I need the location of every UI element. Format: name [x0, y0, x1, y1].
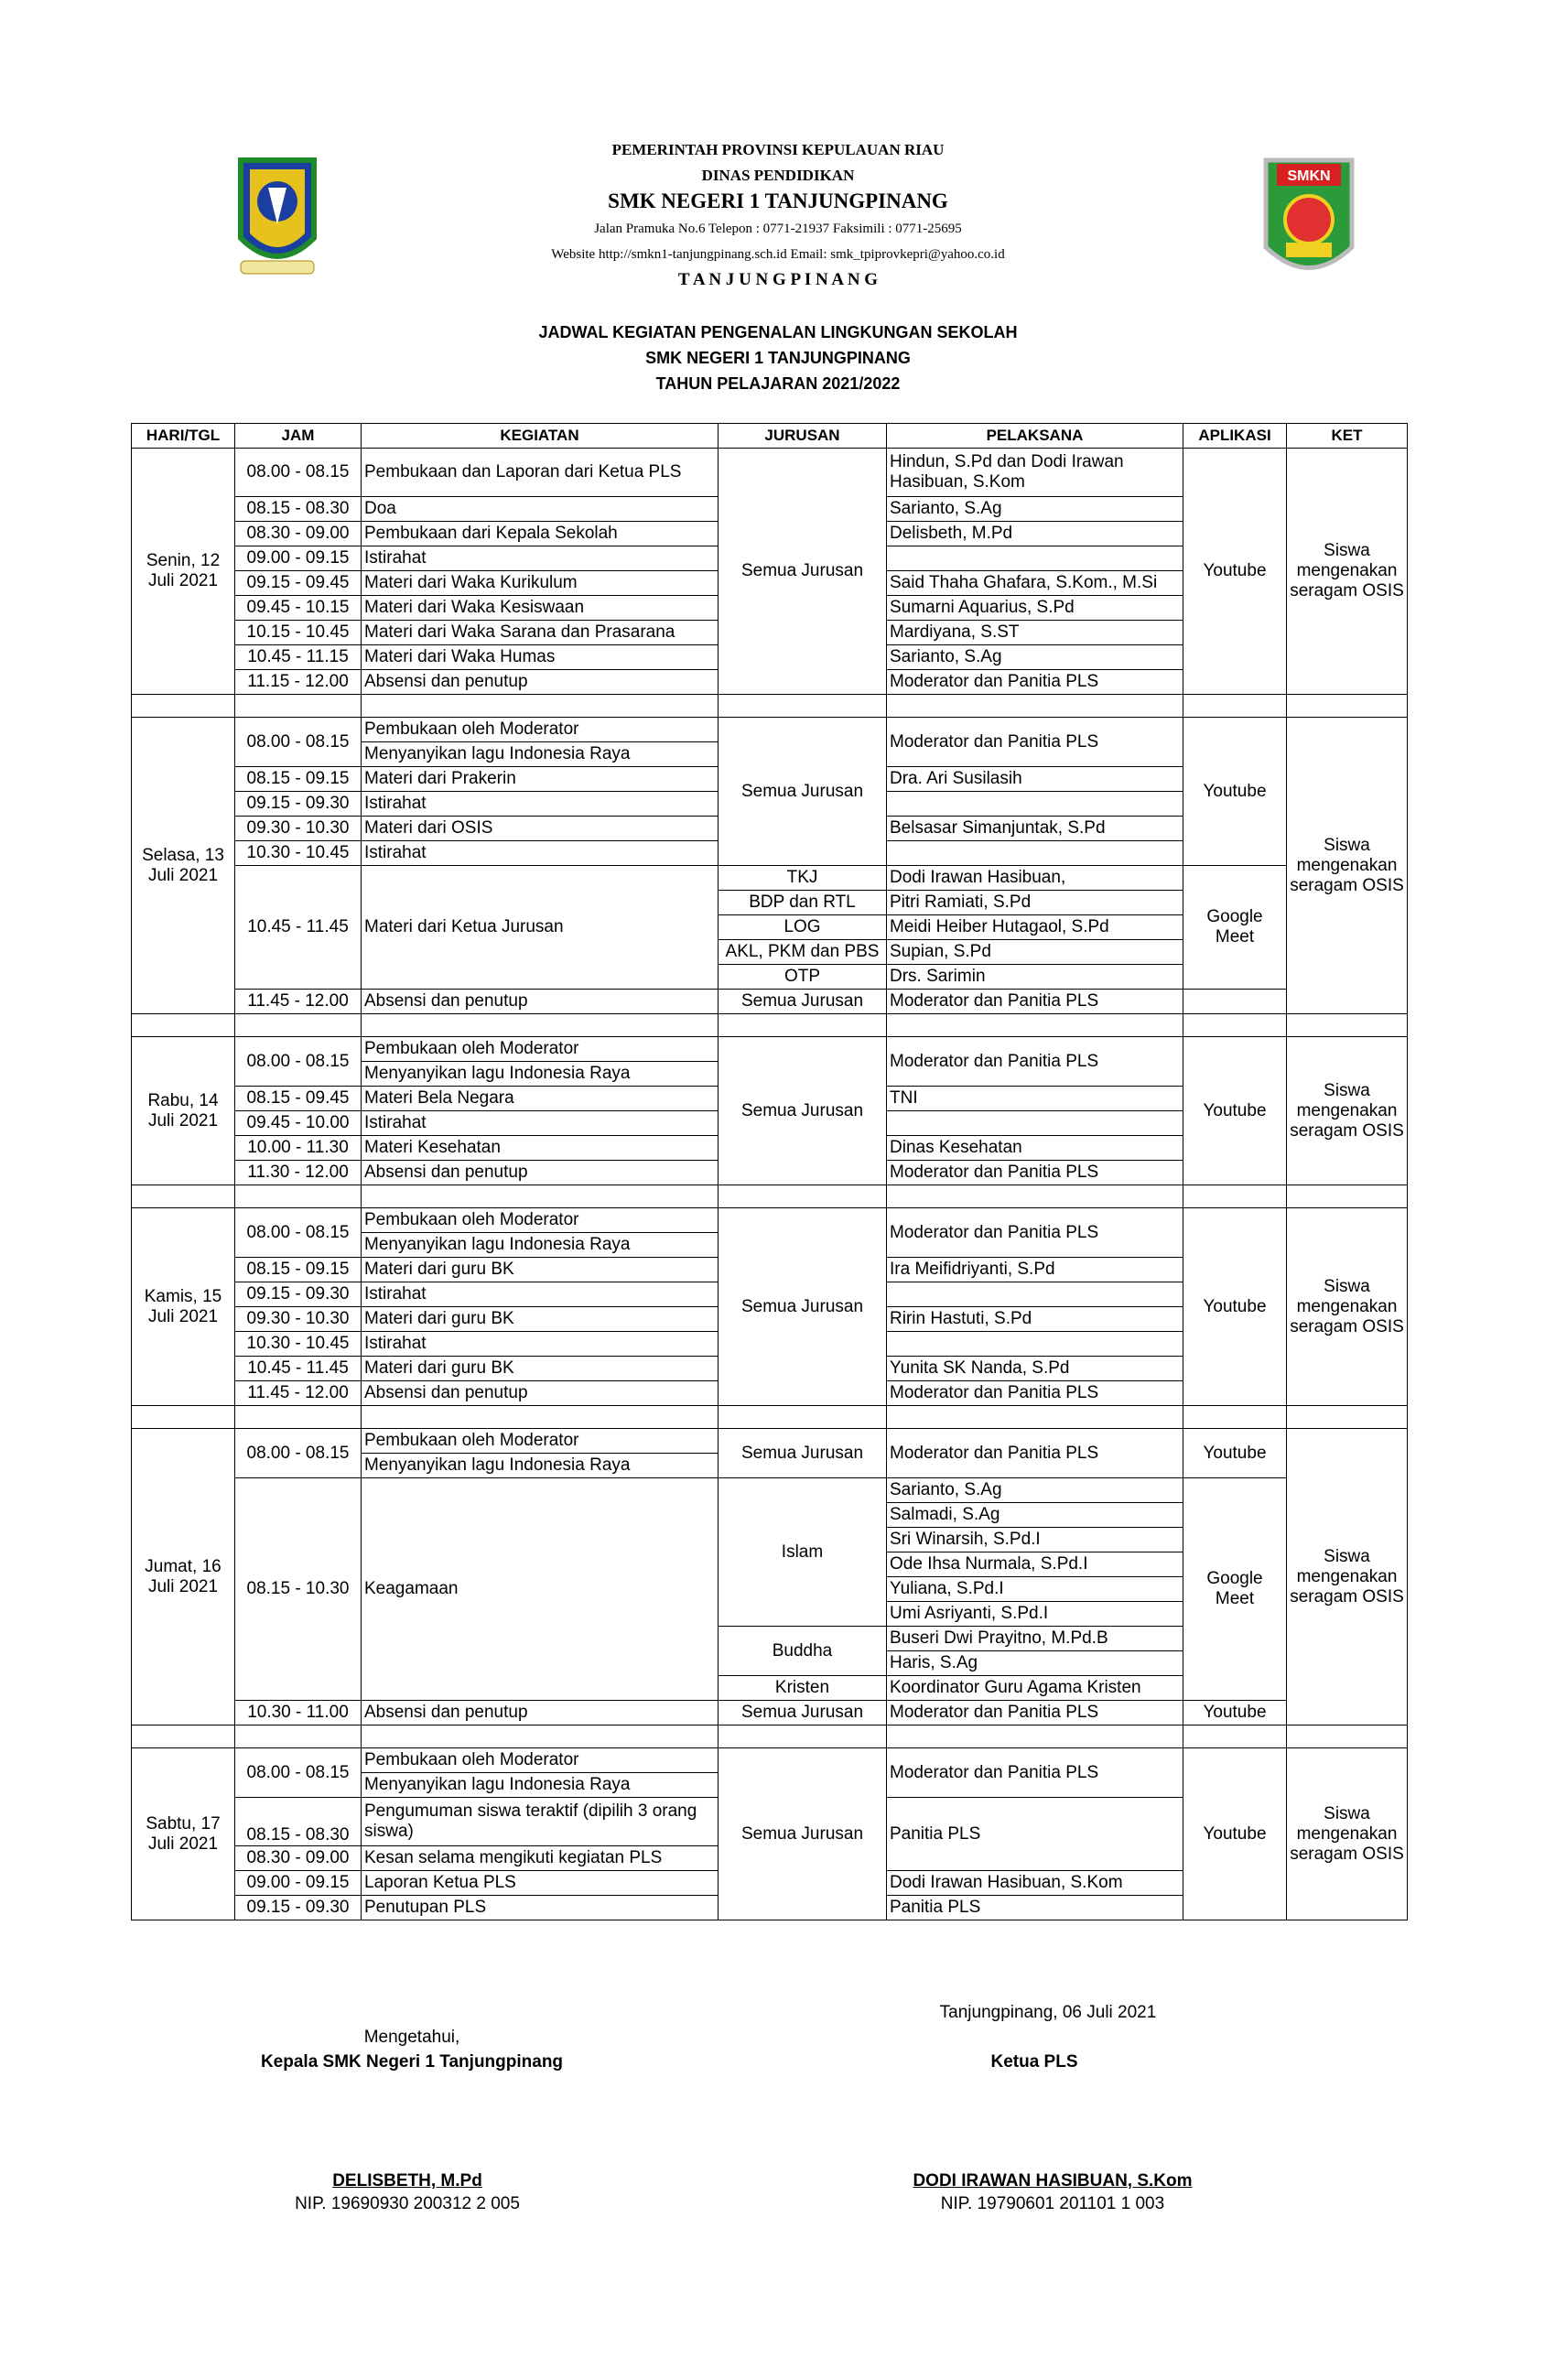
- time-cell: 09.30 - 10.30: [235, 817, 362, 841]
- pelaksana-cell: [887, 1332, 1183, 1357]
- activity-cell: Pembukaan oleh Moderator: [362, 1748, 719, 1773]
- jurusan-cell: Semua Jurusan: [719, 1037, 887, 1185]
- time-cell: 09.45 - 10.15: [235, 596, 362, 621]
- pelaksana-cell: Dodi Irawan Hasibuan,: [887, 866, 1183, 891]
- time-cell: 10.45 - 11.45: [235, 866, 362, 990]
- ket-cell: Siswa mengenakan seragam OSIS: [1287, 449, 1408, 695]
- spacer-row: [132, 695, 1408, 718]
- pelaksana-cell: Hindun, S.Pd dan Dodi Irawan Hasibuan, S.Kom: [887, 449, 1183, 497]
- jurusan-cell: Semua Jurusan: [719, 449, 887, 695]
- ket-cell: Siswa mengenakan seragam OSIS: [1287, 1208, 1408, 1406]
- time-cell: 08.00 - 08.15: [235, 1208, 362, 1258]
- app-cell: Youtube: [1183, 449, 1287, 695]
- activity-cell: Menyanyikan lagu Indonesia Raya: [362, 1062, 719, 1087]
- header-hari: HARI/TGL: [132, 424, 235, 449]
- activity-cell: Istirahat: [362, 792, 719, 817]
- jurusan-cell: Semua Jurusan: [719, 990, 887, 1014]
- pelaksana-cell: Ode Ihsa Nurmala, S.Pd.I: [887, 1552, 1183, 1577]
- pelaksana-cell: Meidi Heiber Hutagaol, S.Pd: [887, 915, 1183, 940]
- schedule-title: [0, 323, 1556, 400]
- activity-cell: Absensi dan penutup: [362, 1381, 719, 1406]
- pelaksana-cell: Koordinator Guru Agama Kristen: [887, 1676, 1183, 1701]
- activity-cell: Materi Kesehatan: [362, 1136, 719, 1161]
- time-cell: 08.15 - 09.45: [235, 1087, 362, 1111]
- activity-cell: Pembukaan oleh Moderator: [362, 718, 719, 742]
- table-row: [132, 718, 1408, 742]
- activity-cell: Istirahat: [362, 1332, 719, 1357]
- time-cell: 09.00 - 09.15: [235, 546, 362, 571]
- time-cell: 08.00 - 08.15: [235, 718, 362, 767]
- department-line: DINAS PENDIDIKAN: [701, 167, 855, 184]
- time-cell: 08.00 - 08.15: [235, 449, 362, 497]
- table-row: [132, 1429, 1408, 1454]
- activity-cell: Absensi dan penutup: [362, 1161, 719, 1185]
- left-signatory-title: Kepala SMK Negeri 1 Tanjungpinang: [260, 2052, 564, 2072]
- pelaksana-cell: Moderator dan Panitia PLS: [887, 1701, 1183, 1726]
- pelaksana-cell: Moderator dan Panitia PLS: [887, 718, 1183, 767]
- place-date: Tanjungpinang, 06 Juli 2021: [939, 2003, 1157, 2022]
- pelaksana-cell: Dodi Irawan Hasibuan, S.Kom: [887, 1871, 1183, 1896]
- time-cell: 10.30 - 10.45: [235, 1332, 362, 1357]
- table-row: [132, 1748, 1408, 1773]
- pelaksana-cell: Drs. Sarimin: [887, 965, 1183, 990]
- app-cell: Youtube: [1183, 1701, 1287, 1726]
- spacer-row: [132, 1406, 1408, 1429]
- right-signatory-name: DODI IRAWAN HASIBUAN, S.Kom: [913, 2171, 1193, 2191]
- jurusan-cell: TKJ: [719, 866, 887, 891]
- pelaksana-cell: Moderator dan Panitia PLS: [887, 1208, 1183, 1258]
- pelaksana-cell: Moderator dan Panitia PLS: [887, 1748, 1183, 1798]
- day-cell: Kamis, 15 Juli 2021: [132, 1208, 235, 1406]
- pelaksana-cell: Ira Meifidriyanti, S.Pd: [887, 1258, 1183, 1282]
- activity-cell: Materi dari guru BK: [362, 1258, 719, 1282]
- jurusan-cell: Buddha: [719, 1627, 887, 1676]
- ket-cell: Siswa mengenakan seragam OSIS: [1287, 718, 1408, 1014]
- app-cell: Youtube: [1183, 1208, 1287, 1406]
- pelaksana-cell: Panitia PLS: [887, 1896, 1183, 1920]
- government-line: PEMERINTAH PROVINSI KEPULAUAN RIAU: [611, 141, 945, 158]
- title-line-2: SMK NEGERI 1 TANJUNGPINANG: [645, 349, 911, 367]
- activity-cell: Absensi dan penutup: [362, 990, 719, 1014]
- pelaksana-cell: Sri Winarsih, S.Pd.I: [887, 1528, 1183, 1552]
- activity-cell: Materi dari guru BK: [362, 1357, 719, 1381]
- time-cell: 08.00 - 08.15: [235, 1429, 362, 1478]
- pelaksana-cell: Ririn Hastuti, S.Pd: [887, 1307, 1183, 1332]
- jurusan-cell: Semua Jurusan: [719, 1208, 887, 1406]
- activity-cell: Istirahat: [362, 841, 719, 866]
- mengetahui-label: Mengetahui,: [363, 2028, 460, 2047]
- pelaksana-cell: Sarianto, S.Ag: [887, 497, 1183, 522]
- time-cell: 11.30 - 12.00: [235, 1161, 362, 1185]
- time-cell: 11.45 - 12.00: [235, 1381, 362, 1406]
- ket-cell: Siswa mengenakan seragam OSIS: [1287, 1037, 1408, 1185]
- activity-cell: Materi dari Prakerin: [362, 767, 719, 792]
- city-line: T A N J U N G P I N A N G: [677, 270, 879, 289]
- header-aplikasi: APLIKASI: [1183, 424, 1287, 449]
- app-cell: Google Meet: [1183, 866, 1287, 990]
- activity-cell: Absensi dan penutup: [362, 670, 719, 695]
- pelaksana-cell: Buseri Dwi Prayitno, M.Pd.B: [887, 1627, 1183, 1651]
- table-row: [132, 990, 1408, 1014]
- activity-cell: Materi dari Ketua Jurusan: [362, 866, 719, 990]
- time-cell: 08.00 - 08.15: [235, 1748, 362, 1798]
- table-row: [132, 1478, 1408, 1503]
- activity-cell: Doa: [362, 497, 719, 522]
- pelaksana-cell: Yunita SK Nanda, S.Pd: [887, 1357, 1183, 1381]
- pelaksana-cell: Moderator dan Panitia PLS: [887, 1429, 1183, 1478]
- time-cell: 08.15 - 10.30: [235, 1478, 362, 1701]
- pelaksana-cell: [887, 546, 1183, 571]
- pelaksana-cell: [887, 841, 1183, 866]
- activity-cell: Istirahat: [362, 546, 719, 571]
- school-name: SMK NEGERI 1 TANJUNGPINANG: [608, 189, 948, 212]
- pelaksana-cell: Delisbeth, M.Pd: [887, 522, 1183, 546]
- table-row: [132, 1208, 1408, 1233]
- time-cell: 09.15 - 09.30: [235, 792, 362, 817]
- jurusan-cell: LOG: [719, 915, 887, 940]
- pelaksana-cell: Moderator dan Panitia PLS: [887, 1381, 1183, 1406]
- pelaksana-cell: Umi Asriyanti, S.Pd.I: [887, 1602, 1183, 1627]
- activity-cell: Pembukaan oleh Moderator: [362, 1208, 719, 1233]
- app-cell: Youtube: [1183, 1037, 1287, 1185]
- time-cell: 10.15 - 10.45: [235, 621, 362, 645]
- school-logo-text: SMKN: [1287, 168, 1331, 184]
- activity-cell: Keagamaan: [362, 1478, 719, 1701]
- schedule-table: [131, 423, 1408, 1920]
- pelaksana-cell: Moderator dan Panitia PLS: [887, 1161, 1183, 1185]
- day-cell: Rabu, 14 Juli 2021: [132, 1037, 235, 1185]
- time-cell: 10.45 - 11.15: [235, 645, 362, 670]
- activity-cell: Laporan Ketua PLS: [362, 1871, 719, 1896]
- header-jam: JAM: [235, 424, 362, 449]
- app-cell: Youtube: [1183, 718, 1287, 866]
- jurusan-cell: OTP: [719, 965, 887, 990]
- jurusan-cell: AKL, PKM dan PBS: [719, 940, 887, 965]
- app-cell: [1183, 990, 1287, 1014]
- table-row: [132, 866, 1408, 891]
- app-cell: Youtube: [1183, 1429, 1287, 1478]
- activity-cell: Menyanyikan lagu Indonesia Raya: [362, 1233, 719, 1258]
- right-signatory-title: Ketua PLS: [990, 2052, 1078, 2072]
- pelaksana-cell: [887, 1282, 1183, 1307]
- title-line-1: JADWAL KEGIATAN PENGENALAN LINGKUNGAN SEKOLAH: [538, 323, 1018, 341]
- pelaksana-cell: Dra. Ari Susilasih: [887, 767, 1183, 792]
- pelaksana-cell: Panitia PLS: [887, 1798, 1183, 1871]
- jurusan-cell: Kristen: [719, 1676, 887, 1701]
- time-cell: 08.15 - 08.30: [235, 1798, 362, 1846]
- pelaksana-cell: [887, 1111, 1183, 1136]
- header-jurusan: JURUSAN: [719, 424, 887, 449]
- jurusan-cell: Semua Jurusan: [719, 718, 887, 866]
- header-ket: KET: [1287, 424, 1408, 449]
- pelaksana-cell: Salmadi, S.Ag: [887, 1503, 1183, 1528]
- pelaksana-cell: [887, 792, 1183, 817]
- time-cell: 11.15 - 12.00: [235, 670, 362, 695]
- activity-cell: Pembukaan dan Laporan dari Ketua PLS: [362, 449, 719, 497]
- table-header-row: [132, 424, 1408, 449]
- jurusan-cell: Semua Jurusan: [719, 1701, 887, 1726]
- activity-cell: Pembukaan oleh Moderator: [362, 1037, 719, 1062]
- title-line-3: TAHUN PELAJARAN 2021/2022: [655, 374, 901, 393]
- day-cell: Sabtu, 17 Juli 2021: [132, 1748, 235, 1920]
- contact-line: Website http://smkn1-tanjungpinang.sch.id Email: smk_tpiprovkepri@yahoo.co.id: [551, 247, 1005, 262]
- pelaksana-cell: Said Thaha Ghafara, S.Kom., M.Si: [887, 571, 1183, 596]
- time-cell: 09.15 - 09.45: [235, 571, 362, 596]
- table-row: [132, 1701, 1408, 1726]
- spacer-row: [132, 1185, 1408, 1208]
- pelaksana-cell: Moderator dan Panitia PLS: [887, 990, 1183, 1014]
- ket-cell: Siswa mengenakan seragam OSIS: [1287, 1429, 1408, 1726]
- activity-cell: Materi dari Waka Humas: [362, 645, 719, 670]
- table-row: [132, 1037, 1408, 1062]
- activity-cell: Istirahat: [362, 1111, 719, 1136]
- pelaksana-cell: Pitri Ramiati, S.Pd: [887, 891, 1183, 915]
- pelaksana-cell: TNI: [887, 1087, 1183, 1111]
- app-cell: Google Meet: [1183, 1478, 1287, 1701]
- time-cell: 10.45 - 11.45: [235, 1357, 362, 1381]
- pelaksana-cell: Moderator dan Panitia PLS: [887, 1037, 1183, 1087]
- activity-cell: Materi dari Waka Kurikulum: [362, 571, 719, 596]
- activity-cell: Materi dari OSIS: [362, 817, 719, 841]
- pelaksana-cell: Yuliana, S.Pd.I: [887, 1577, 1183, 1602]
- pelaksana-cell: Dinas Kesehatan: [887, 1136, 1183, 1161]
- header-pelaksana: PELAKSANA: [887, 424, 1183, 449]
- activity-cell: Istirahat: [362, 1282, 719, 1307]
- time-cell: 09.30 - 10.30: [235, 1307, 362, 1332]
- right-signatory-nip: NIP. 19790601 201101 1 003: [940, 2194, 1165, 2213]
- activity-cell: Menyanyikan lagu Indonesia Raya: [362, 742, 719, 767]
- jurusan-cell: Semua Jurusan: [719, 1748, 887, 1920]
- time-cell: 09.15 - 09.30: [235, 1282, 362, 1307]
- ket-cell: Siswa mengenakan seragam OSIS: [1287, 1748, 1408, 1920]
- pelaksana-cell: Sarianto, S.Ag: [887, 645, 1183, 670]
- pelaksana-cell: Belsasar Simanjuntak, S.Pd: [887, 817, 1183, 841]
- time-cell: 08.00 - 08.15: [235, 1037, 362, 1087]
- activity-cell: Pengumuman siswa teraktif (dipilih 3 orang siswa): [362, 1798, 719, 1846]
- activity-cell: Menyanyikan lagu Indonesia Raya: [362, 1773, 719, 1798]
- time-cell: 09.15 - 09.30: [235, 1896, 362, 1920]
- day-cell: Jumat, 16 Juli 2021: [132, 1429, 235, 1726]
- pelaksana-cell: Moderator dan Panitia PLS: [887, 670, 1183, 695]
- table-row: [132, 449, 1408, 497]
- time-cell: 08.15 - 08.30: [235, 497, 362, 522]
- pelaksana-cell: Sarianto, S.Ag: [887, 1478, 1183, 1503]
- activity-cell: Materi dari Waka Kesiswaan: [362, 596, 719, 621]
- spacer-row: [132, 1014, 1408, 1037]
- jurusan-cell: Islam: [719, 1478, 887, 1627]
- pelaksana-cell: Sumarni Aquarius, S.Pd: [887, 596, 1183, 621]
- activity-cell: Materi dari guru BK: [362, 1307, 719, 1332]
- time-cell: 10.00 - 11.30: [235, 1136, 362, 1161]
- day-cell: Senin, 12 Juli 2021: [132, 449, 235, 695]
- activity-cell: Pembukaan dari Kepala Sekolah: [362, 522, 719, 546]
- jurusan-cell: BDP dan RTL: [719, 891, 887, 915]
- time-cell: 08.30 - 09.00: [235, 522, 362, 546]
- activity-cell: Materi dari Waka Sarana dan Prasarana: [362, 621, 719, 645]
- time-cell: 08.15 - 09.15: [235, 767, 362, 792]
- app-cell: Youtube: [1183, 1748, 1287, 1920]
- time-cell: 09.45 - 10.00: [235, 1111, 362, 1136]
- activity-cell: Menyanyikan lagu Indonesia Raya: [362, 1454, 719, 1478]
- activity-cell: Penutupan PLS: [362, 1896, 719, 1920]
- time-cell: 08.15 - 09.15: [235, 1258, 362, 1282]
- address-line: Jalan Pramuka No.6 Telepon : 0771-21937 Faksimili : 0771-25695: [594, 222, 962, 236]
- pelaksana-cell: Haris, S.Ag: [887, 1651, 1183, 1676]
- header-kegiatan: KEGIATAN: [362, 424, 719, 449]
- activity-cell: Pembukaan oleh Moderator: [362, 1429, 719, 1454]
- time-cell: 09.00 - 09.15: [235, 1871, 362, 1896]
- time-cell: 11.45 - 12.00: [235, 990, 362, 1014]
- time-cell: 08.30 - 09.00: [235, 1846, 362, 1871]
- time-cell: 10.30 - 10.45: [235, 841, 362, 866]
- pelaksana-cell: Mardiyana, S.ST: [887, 621, 1183, 645]
- activity-cell: Kesan selama mengikuti kegiatan PLS: [362, 1846, 719, 1871]
- left-signatory-nip: NIP. 19690930 200312 2 005: [295, 2194, 520, 2213]
- jurusan-cell: Semua Jurusan: [719, 1429, 887, 1478]
- spacer-row: [132, 1726, 1408, 1748]
- time-cell: 10.30 - 11.00: [235, 1701, 362, 1726]
- pelaksana-cell: Supian, S.Pd: [887, 940, 1183, 965]
- activity-cell: Materi Bela Negara: [362, 1087, 719, 1111]
- left-signatory-name: DELISBETH, M.Pd: [332, 2171, 482, 2191]
- activity-cell: Absensi dan penutup: [362, 1701, 719, 1726]
- day-cell: Selasa, 13 Juli 2021: [132, 718, 235, 1014]
